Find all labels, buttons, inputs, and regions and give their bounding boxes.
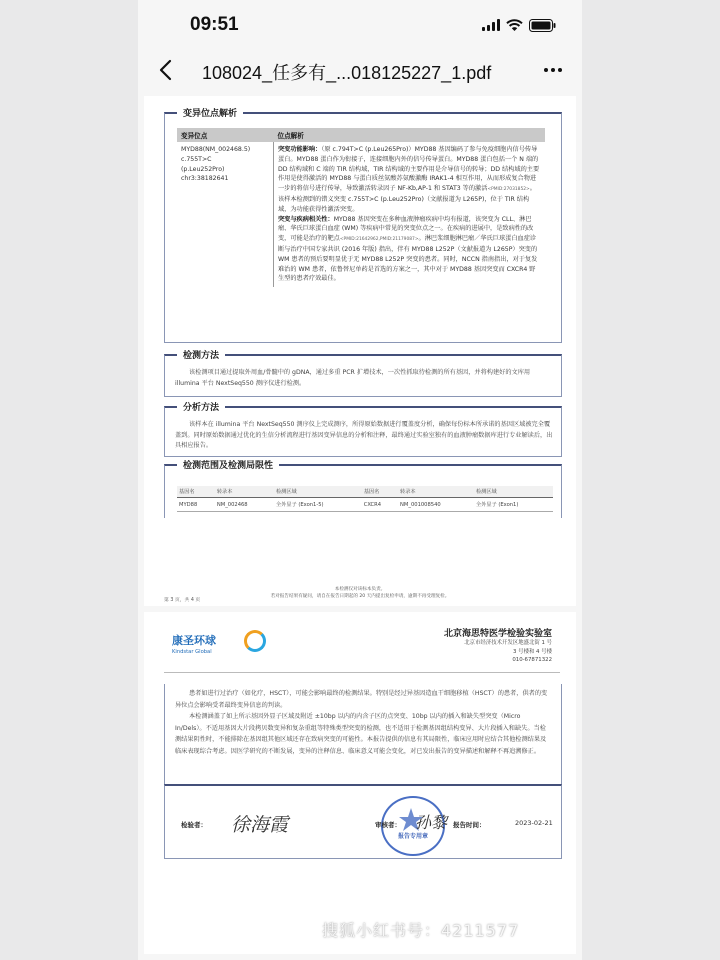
- range-title: 检测范围及检测局限性: [177, 458, 279, 471]
- lab-address-line: 北京市经济技术开发区地盛北街 1 号: [464, 640, 552, 646]
- impact-label: 突变功能影响：: [278, 146, 322, 153]
- analysis-col-header: 位点解析: [274, 128, 546, 142]
- disease-label: 突变与疾病相关性：: [278, 215, 334, 223]
- logo-text-cn: 康圣环球: [172, 634, 216, 647]
- nav-bar: [138, 48, 582, 94]
- range-header: 检测区域: [274, 486, 362, 498]
- wifi-icon: [506, 19, 523, 31]
- range-cell: CXCR4: [362, 498, 398, 512]
- method-section: [164, 351, 562, 397]
- signal-icon: [482, 19, 500, 31]
- reviewer-signature: 孙黎: [415, 813, 448, 832]
- lab-name: 北京海思特医学检验实验室: [443, 629, 552, 639]
- page-number: 第 3 页，共 4 页: [164, 598, 201, 603]
- site-line: c.755T>C: [181, 155, 212, 163]
- header-divider: [164, 672, 560, 673]
- site-line: (p.Leu252Pro): [181, 165, 225, 173]
- disease-ref: <PMID:21642962,PMID:21179087>: [339, 237, 419, 243]
- method-title: 检测方法: [177, 348, 225, 361]
- range-cell: NM_001008540: [398, 498, 474, 512]
- range-cell: 全外显子 (Exon1): [474, 498, 553, 512]
- limitations-para: 本检测涵盖了如上所示基因外显子区域及附近 ±10bp 以内的内含子区的点突变、10bp 以内的插入和缺失型突变（Micro In/Dels）。不适用基因大片段拷贝数变异和复杂重组等特殊类型突变的检测，也不适用于检测基因组结构变异、大片段插入和缺失。当检测结果阴性时，不能排除在基因组其他区域还存在致病突变的可能性。本报告提供的信息有其局限性，临床应用时应结合其他检测结果及临床表现综合考虑。因医学研究的不断发展，变异的注释信息、临床意义可能会变化，对已发出报告的变异描述和解释不再追溯修正。: [175, 713, 547, 755]
- disease-text-b: 。淋巴浆细胞淋巴瘤／华氏巨球蛋白血症诊断与治疗中国专家共识 (2016 年版) 指出，伴有 MYD88 L252P（文献报道为 L265P）突变的 WM 患者的预后要明显优于无 MYD88 L252P 突变的患者。同时，NCCN 指南指出，对于复发难治的 WM 患者，依鲁替尼单药是首选的方案之一，其中对于 MYD88 基因突变而 CXCR4 野生型的患者疗效最佳。: [278, 235, 538, 283]
- range-section: [164, 461, 562, 518]
- variant-col-header: 变异位点: [177, 128, 274, 142]
- table-row: [177, 498, 553, 512]
- method-text: 该检测项目通过提取外周血/骨髓中的 gDNA，通过多重 PCR 扩增技术，一次性抓取待检测的所有基因，并将构建好的文库用 illumina 平台 NextSeq550 测序仪进行检测。: [175, 369, 531, 387]
- reviewer-label: 审核者：: [375, 821, 401, 829]
- page-footer-note: [144, 586, 576, 600]
- impact-text: （原 c.794T>C (p.Leu265Pro)）MYD88 基因编码了参与免疫细胞内信号传导蛋白。MYD88 蛋白作为衔接子，连接细胞内外的信号传导蛋白。MYD88 蛋白包括一个 N 端的 DD 结构域和 C 端的 TIR 结构域，TIR 结构域的主要作用是介导信号的转导；DD 结构域的主要作用是使得激活的 MYD88 与蛋白质丝氨酸苏氨酸激酶 IRAK1-4 相互作用，从而形成复合物进一步的将信号进行传导，导致激活转录因子 NF-Kb,AP-1 和 STAT3 等的激活: [278, 146, 540, 193]
- range-cell: MYD88: [177, 498, 215, 512]
- variant-site-cell: [177, 142, 274, 287]
- disease-text-a: MYD88 基因突变在多种血液肿瘤疾病中均有报道，该突变为 CLL、淋巴瘤、华氏巨球蛋白血症 (WM) 等疾病中常见的突变位点之一。在疾病的进展中，是致病性的改变，可能是治疗的靶点: [278, 215, 534, 243]
- site-line: MYD88(NM_002468.5): [181, 146, 251, 153]
- range-header: 基因名: [177, 486, 215, 498]
- variant-section: [164, 109, 562, 343]
- limitations-box: [164, 684, 562, 785]
- range-header: 转录本: [398, 486, 474, 498]
- company-logo: [172, 632, 216, 655]
- status-icons: [482, 17, 556, 33]
- lab-phone: 010-67871322: [512, 657, 552, 663]
- limitations-para: 患者如进行过治疗（如化疗，HSCT），可能会影响最终的检测结果。特别是经过异基因造血干细胞移植（HSCT）的患者，供者的变异位点会影响受者最终变异信息的判读。: [175, 690, 548, 709]
- range-header: 检测区域: [474, 486, 553, 498]
- variant-section-title: 变异位点解析: [177, 106, 243, 119]
- back-button[interactable]: [152, 56, 178, 84]
- report-date-label: 报告时间：: [453, 821, 486, 829]
- range-header: 转录本: [215, 486, 274, 498]
- analysis-text: 该样本在 illumina 平台 NextSeq550 测序仪上完成测序，所得原始数据进行覆盖度分析，确保每份标本所承诺的基因区域被完全覆盖到。同时原始数据通过优化的生信分析流程进行基因变异信息的分析和注释，最终通过实验室独有的血液肿瘤数据库进行专业解读后，出具相应报告。: [175, 421, 553, 449]
- document-title: 108024_任多有_...018125227_1.pdf: [202, 63, 492, 83]
- logo-text-en: Kindstar Global: [172, 649, 212, 655]
- footer-line: 本检测仅对该标本负责。: [334, 587, 386, 592]
- battery-icon: [529, 19, 556, 32]
- footer-line: 若对报告结果有疑问，请自在报告日期起的 20 天内提出复检申请，逾期不再受理复检。: [270, 594, 450, 599]
- variant-analysis-cell: [274, 142, 546, 287]
- range-header: 基因名: [362, 486, 398, 498]
- tester-label: 检验者：: [181, 821, 207, 829]
- pdf-page-4[interactable]: [144, 612, 576, 954]
- logo-ring-icon: [244, 630, 266, 652]
- range-cell: 全外显子 (Exon1-5): [274, 498, 362, 512]
- analysis-title: 分析方法: [177, 400, 225, 413]
- status-time: 09:51: [190, 14, 239, 35]
- impact-ref: <PMID:27031852>: [487, 187, 530, 193]
- status-bar: [138, 0, 582, 48]
- stamp-text: 报告专用章: [397, 833, 428, 840]
- analysis-section: [164, 403, 562, 457]
- pdf-page-3[interactable]: [144, 96, 576, 606]
- signature-box: [164, 784, 562, 859]
- back-chevron-icon: [158, 59, 172, 81]
- more-button[interactable]: [538, 56, 568, 84]
- more-icon: [544, 68, 548, 72]
- watermark-text: 搜狐小红书号：4211577: [322, 921, 520, 940]
- pdf-viewer-screen: [138, 0, 582, 960]
- lab-info: [444, 626, 552, 665]
- impact-tail: 。该样本检测到的错义突变 c.755T>C (p.Leu252Pro)（文献报道为 L265P)，位于 TIR 结构域，为功能获得性激活突变。: [278, 185, 536, 213]
- variant-table: [177, 128, 545, 287]
- site-line: chr3:38182641: [181, 175, 229, 183]
- lab-address-line: 3 号楼和 4 号楼: [513, 648, 552, 655]
- report-date: 2023-02-21: [515, 819, 553, 827]
- tester-signature: 徐海霞: [231, 814, 289, 836]
- range-table: [177, 486, 553, 512]
- range-cell: NM_002468: [215, 498, 274, 512]
